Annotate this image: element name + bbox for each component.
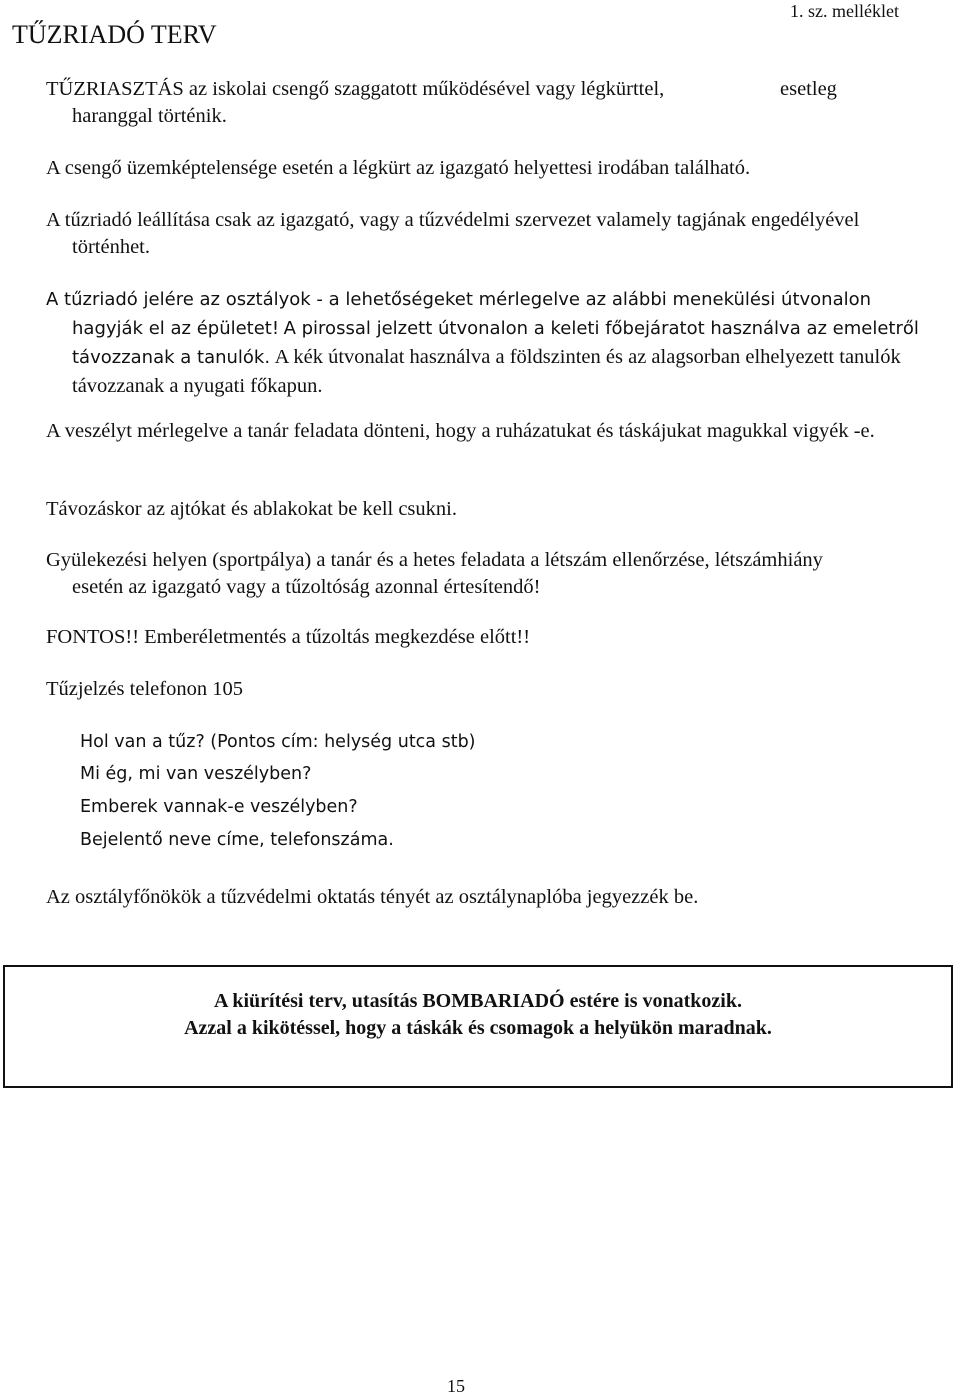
paragraph-alarm-text: TŰZRIASZTÁS az iskolai csengő szaggatott működésével vagy légkürttel, [46, 78, 665, 100]
question-item: Emberek vannak-e veszélyben? [80, 797, 358, 817]
paragraph-alarm-cont: haranggal történik. [72, 105, 227, 127]
paragraph-assembly: Gyülekezési helyen (sportpálya) a tanár és a hetes feladata a létszám ellenőrzése, létszámhiány esetén az igazgató vagy a tűzoltóság azonnal értesítendő! [46, 549, 823, 598]
question-item: Mi ég, mi van veszélyben? [80, 764, 312, 784]
paragraph-stop: A tűzriadó leállítása csak az igazgató, vagy a tűzvédelmi szervezet valamely tagjának engedélyével történhet. [46, 209, 860, 258]
evacuation-text-b: A pirossal jelzett útvonalon a keleti főbejáratot használva az emeletről távozzanak a tanulók. [72, 318, 919, 368]
paragraph-phone: Tűzjelzés telefonon 105 [46, 678, 243, 700]
paragraph-alarm [46, 76, 664, 103]
question-item: Bejelentő neve címe, telefonszáma. [80, 830, 394, 850]
annex-label: 1. sz. melléklet [790, 1, 899, 21]
page-number: 15 [447, 1376, 465, 1396]
question-item: Hol van a tűz? (Pontos cím: helység utca stb) [80, 732, 476, 752]
paragraph-alarm-right: esetleg [780, 78, 837, 100]
evacuation-text-c: A kék útvonalat használva a földszinten és az alagsorban elhelyezett tanulók távozzanak a nyugati főkapun. [72, 346, 901, 397]
page-title: TŰZRIADÓ TERV [12, 20, 217, 49]
notice-line-1: A kiürítési terv, utasítás BOMBARIADÓ estére is vonatkozik. [214, 990, 742, 1012]
paragraph-belongings: A veszélyt mérlegelve a tanár feladata dönteni, hogy a ruházatukat és táskájukat magukkal vigyék -e. [46, 420, 875, 442]
paragraph-doors: Távozáskor az ajtókat és ablakokat be kell csukni. [46, 498, 457, 520]
evacuation-text-a: A tűzriadó jelére az osztályok - a lehetőségeket mérlegelve az alábbi menekülési útvonalon hagyják el az épületet! [46, 289, 872, 339]
paragraph-class-teachers: Az osztályfőnökök a tűzvédelmi oktatás tényét az osztálynaplóba jegyezzék be. [46, 886, 699, 908]
paragraph-horn: A csengő üzemképtelensége esetén a légkürt az igazgató helyettesi irodában található. [46, 157, 751, 179]
notice-line-2: Azzal a kikötéssel, hogy a táskák és csomagok a helyükön maradnak. [184, 1017, 772, 1039]
paragraph-important: FONTOS!! Emberéletmentés a tűzoltás megkezdése előtt!! [46, 626, 531, 648]
paragraph-evacuation [46, 285, 922, 400]
notice-box [3, 965, 953, 1088]
